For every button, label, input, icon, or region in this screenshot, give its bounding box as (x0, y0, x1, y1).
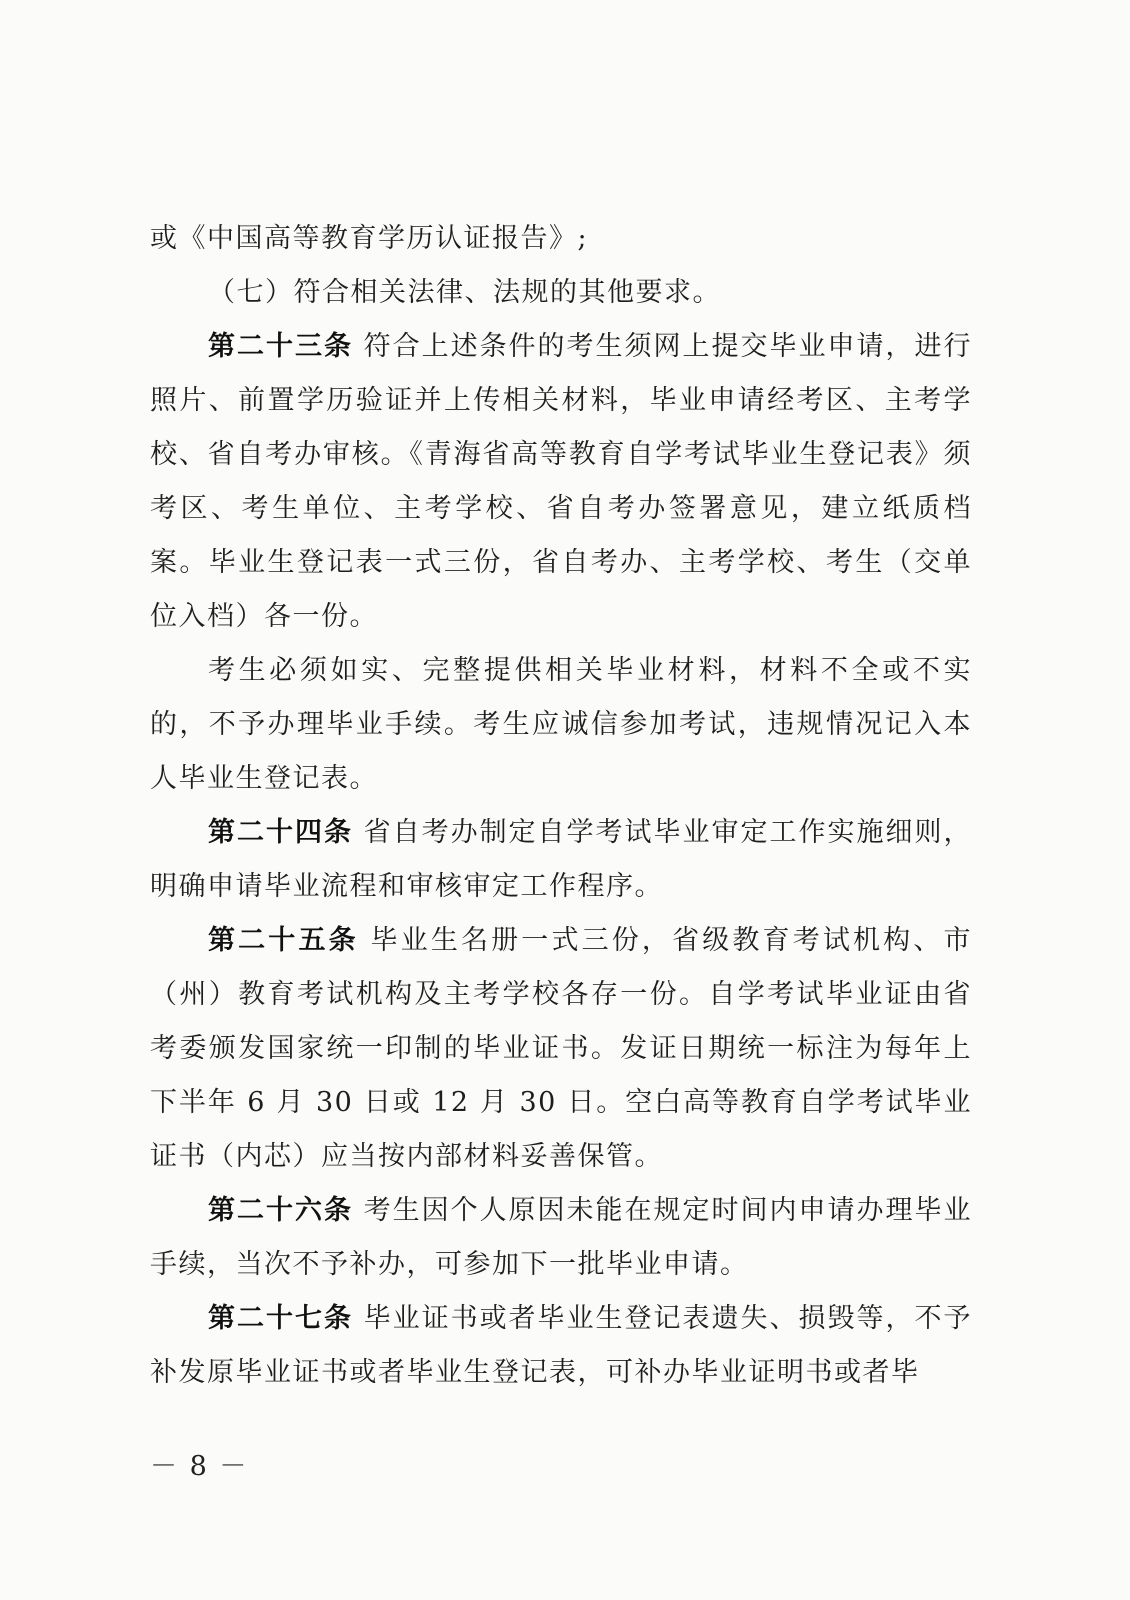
article-label: 第二十五条 (208, 925, 359, 956)
paragraph-text: 符合上述条件的考生须网上提交毕业申请，进行照片、前置学历验证并上传相关材料，毕业申请经考区、主考学校、省自考办审核。《青海省高等教育自学考试毕业生登记表》须考区、考生单位、主考学校、省自考办签署意见，建立纸质档案。毕业生登记表一式三份，省自考办、主考学校、考生（交单位入档）各一份。 (150, 331, 973, 632)
article-label: 第二十六条 (208, 1195, 353, 1226)
paragraph-text: 考生必须如实、完整提供相关毕业材料，材料不全或不实的，不予办理毕业手续。考生应诚信参加考试，违规情况记入本人毕业生登记表。 (150, 655, 972, 794)
article-label: 第二十四条 (208, 817, 353, 848)
paragraph-text: （七）符合相关法律、法规的其他要求。 (208, 277, 721, 308)
article-23 (150, 320, 972, 644)
article-label: 第二十七条 (208, 1303, 353, 1334)
body-text (150, 212, 972, 1400)
paragraph-text: 毕业证书或者毕业生登记表遗失、损毁等，不予补发原毕业证书或者毕业生登记表，可补办毕业证明书或者毕 (150, 1303, 973, 1388)
article-27 (150, 1292, 972, 1400)
article-label: 第二十三条 (208, 331, 353, 362)
paragraph-text: 考生因个人原因未能在规定时间内申请办理毕业手续，当次不予补办，可参加下一批毕业申请。 (150, 1195, 973, 1280)
paragraph-text: 毕业生名册一式三份，省级教育考试机构、市（州）教育考试机构及主考学校各存一份。自学考试毕业证由省考委颁发国家统一印制的毕业证书。发证日期统一标注为每年上下半年 6 月 30 日或 12 月 30 日。空白高等教育自学考试毕业证书（内芯）应当按内部材料妥善保管。 (150, 925, 972, 1172)
paragraph-4 (150, 644, 972, 806)
paragraph-2 (150, 266, 972, 320)
article-24 (150, 806, 972, 914)
paragraph-text: 或《中国高等教育学历认证报告》; (150, 223, 589, 254)
paragraph-text: 省自考办制定自学考试毕业审定工作实施细则，明确申请毕业流程和审核审定工作程序。 (150, 817, 973, 902)
article-25 (150, 914, 972, 1184)
article-26 (150, 1184, 972, 1292)
page-number: － 8 － (150, 1451, 249, 1482)
paragraph-1 (150, 212, 972, 266)
